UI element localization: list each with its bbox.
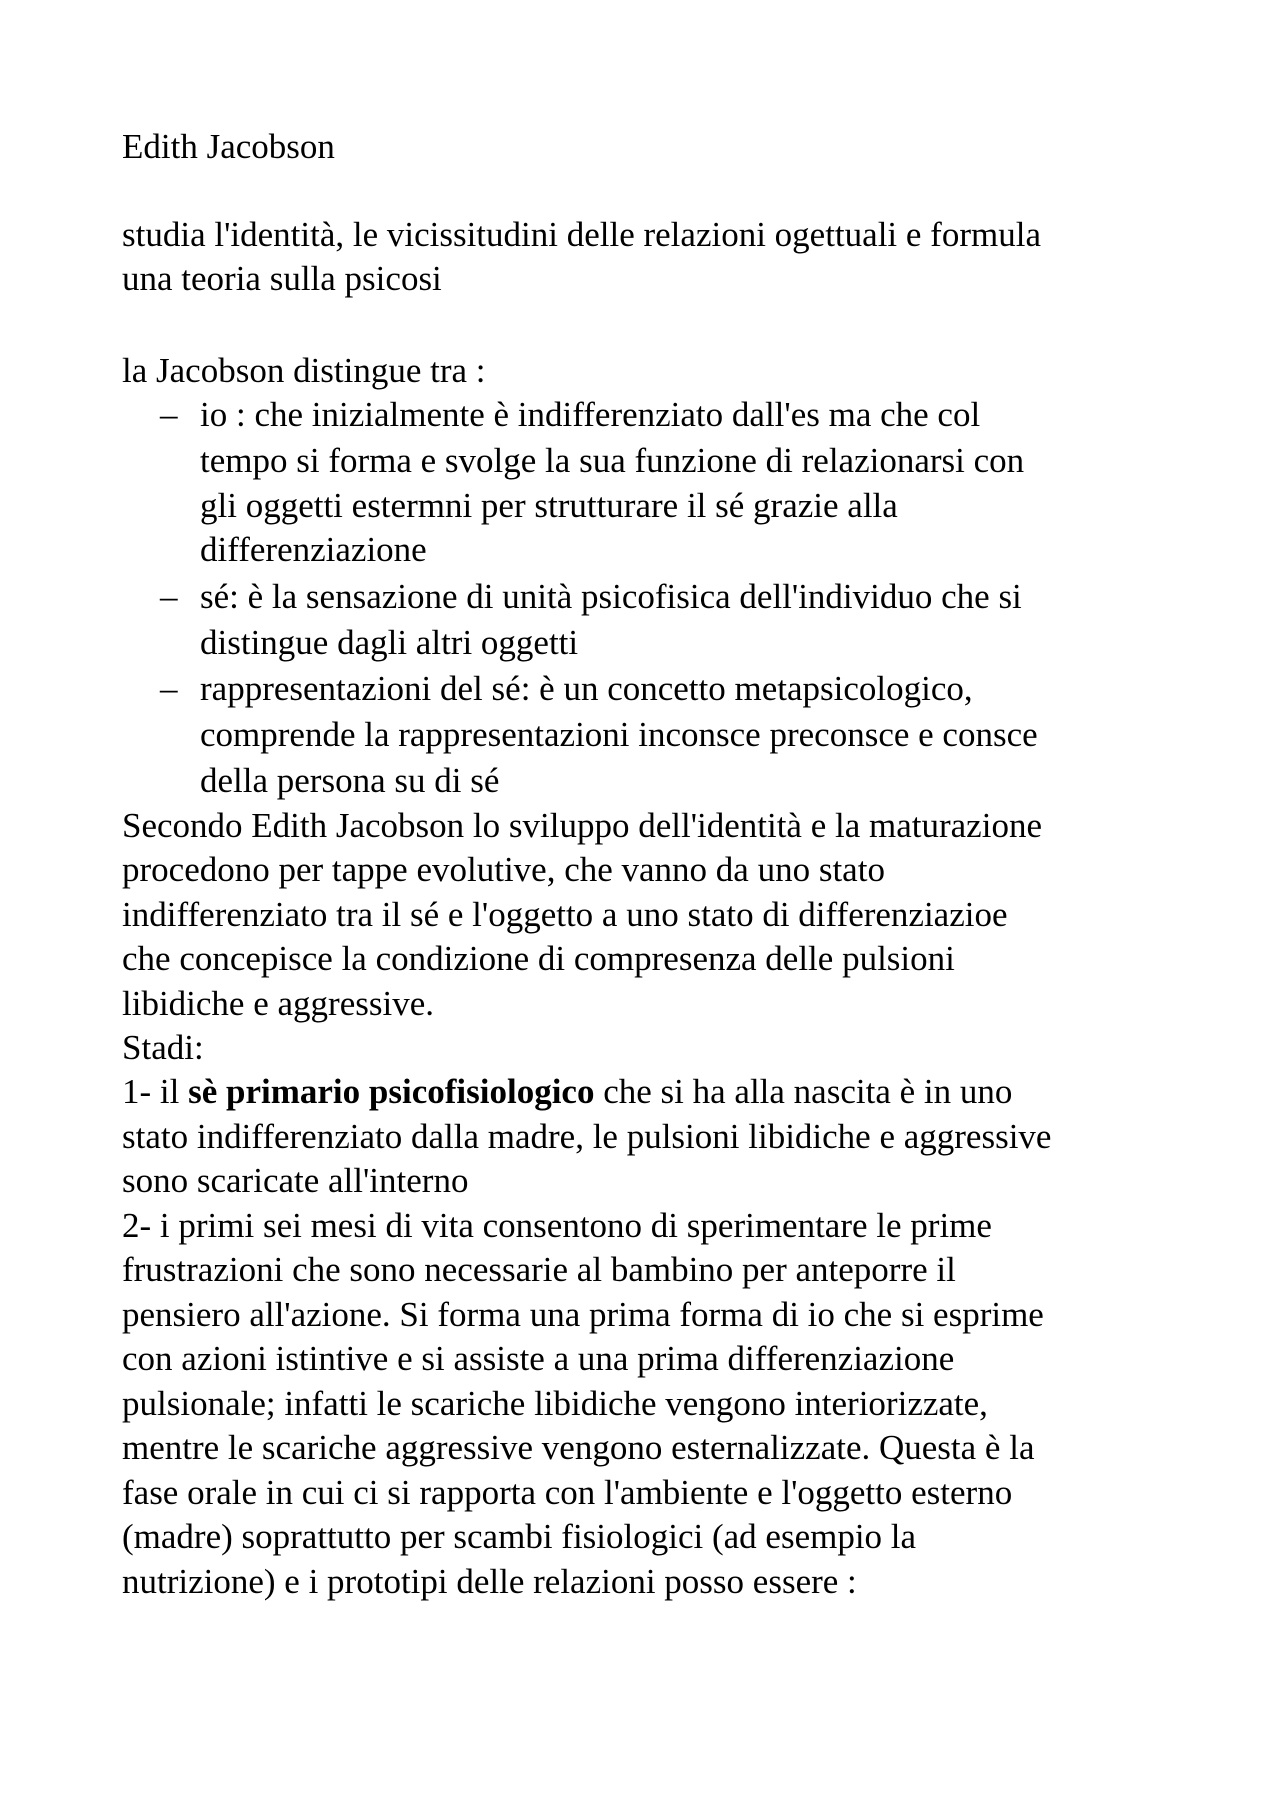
bullet-io-line: gli oggetti estermni per strutturare il sé grazie alla <box>200 486 898 525</box>
bullet-se-line: sé: è la sensazione di unità psicofisica dell'individuo che si <box>200 577 1022 616</box>
stage1-suffix: che si ha alla nascita è in uno <box>594 1072 1013 1111</box>
stage2-line: frustrazioni che sono necessarie al bambino per anteporre il <box>122 1250 956 1289</box>
bullet-io-line: differenziazione <box>200 530 427 569</box>
stage1-first-line <box>122 1070 1012 1114</box>
bullet-dash: – <box>160 395 178 434</box>
bullet-dash: – <box>160 669 178 708</box>
stages-label: Stadi: <box>122 1028 204 1067</box>
stage1-line: sono scaricate all'interno <box>122 1161 469 1200</box>
stage2-line: fase orale in cui ci si rapporta con l'ambiente e l'oggetto esterno <box>122 1473 1013 1512</box>
stage2-line: nutrizione) e i prototipi delle relazioni posso essere : <box>122 1562 857 1601</box>
bullet-io-line: tempo si forma e svolge la sua funzione di relazionarsi con <box>200 441 1025 480</box>
stage2-line: mentre le scariche aggressive vengono esternalizzate. Questa è la <box>122 1428 1035 1467</box>
bullet-io-line: io : che inizialmente è indifferenziato dall'es ma che col <box>200 395 981 434</box>
development-line: indifferenziato tra il sé e l'oggetto a uno stato di differenziazioe <box>122 895 1008 934</box>
development-line: procedono per tappe evolutive, che vanno da uno stato <box>122 850 885 889</box>
bullet-rappresentazioni-line: della persona su di sé <box>200 761 500 800</box>
stage2-line: (madre) soprattutto per scambi fisiologici (ad esempio la <box>122 1517 917 1556</box>
development-line: Secondo Edith Jacobson lo sviluppo dell'identità e la maturazione <box>122 806 1042 845</box>
bullet-dash: – <box>160 577 178 616</box>
development-line: libidiche e aggressive. <box>122 984 434 1023</box>
document-title: Edith Jacobson <box>122 127 335 166</box>
development-line: che concepisce la condizione di compresenza delle pulsioni <box>122 939 955 978</box>
bullet-rappresentazioni-line: rappresentazioni del sé: è un concetto metapsicologico, <box>200 669 973 708</box>
distinction-lead: la Jacobson distingue tra : <box>122 351 486 390</box>
stage1-line: stato indifferenziato dalla madre, le pulsioni libidiche e aggressive <box>122 1117 1052 1156</box>
stage1-bold-term: sè primario psicofisiologico <box>188 1072 595 1111</box>
stage2-line: 2- i primi sei mesi di vita consentono di sperimentare le prime <box>122 1206 992 1245</box>
stage2-line: con azioni istintive e si assiste a una prima differenziazione <box>122 1339 955 1378</box>
bullet-se-line: distingue dagli altri oggetti <box>200 623 579 662</box>
bullet-rappresentazioni-line: comprende la rappresentazioni inconsce preconsce e consce <box>200 715 1038 754</box>
intro-line: una teoria sulla psicosi <box>122 259 442 298</box>
stage2-line: pulsionale; infatti le scariche libidiche vengono interiorizzate, <box>122 1384 988 1423</box>
intro-line: studia l'identità, le vicissitudini delle relazioni ogettuali e formula <box>122 215 1041 254</box>
stage2-line: pensiero all'azione. Si forma una prima forma di io che si esprime <box>122 1295 1044 1334</box>
stage1-prefix: 1- il <box>122 1072 189 1111</box>
